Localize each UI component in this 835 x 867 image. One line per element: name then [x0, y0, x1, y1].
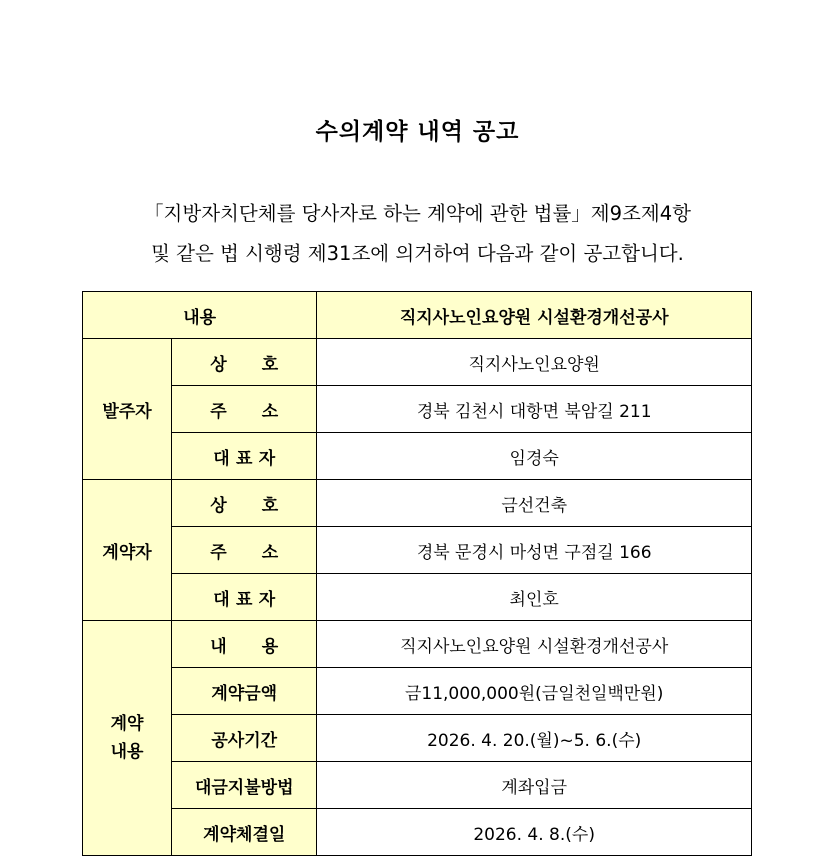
intro-line-1: 「지방자치단체를 당사자로 하는 계약에 관한 법률」제9조제4항: [144, 202, 691, 225]
orderer-address-label: 주 소: [210, 401, 279, 422]
table-row: [83, 574, 752, 621]
orderer-group-cell: 발주자: [83, 339, 172, 480]
payment-method-value: 계좌입금: [317, 762, 752, 809]
contract-date-value: 2026. 4. 8.(수): [317, 809, 752, 856]
table-header-row: [83, 292, 752, 339]
row-label-cell: [172, 433, 317, 480]
row-label-cell: [172, 386, 317, 433]
table-row: [83, 621, 752, 668]
row-label-cell: [172, 339, 317, 386]
table-row: [83, 386, 752, 433]
contract-group-line-2: 내용: [110, 742, 144, 762]
table-row: [83, 668, 752, 715]
contract-amount-label: 계약금액: [172, 668, 317, 715]
contractor-name-label: 상 호: [210, 495, 279, 516]
contractor-representative-label: 대 표 자: [213, 589, 276, 610]
contract-content-label: 내 용: [210, 636, 279, 657]
table-row: [83, 527, 752, 574]
table-row: [83, 480, 752, 527]
contract-amount-value: 금11,000,000원(금일천일백만원): [317, 668, 752, 715]
table-row: [83, 433, 752, 480]
contract-group-cell: [83, 621, 172, 856]
contract-notice-table: [82, 291, 752, 856]
table-row: [83, 715, 752, 762]
table-row: [83, 339, 752, 386]
orderer-name-label: 상 호: [210, 354, 279, 375]
row-label-cell: [172, 574, 317, 621]
orderer-representative-label: 대 표 자: [213, 448, 276, 469]
page-title: 수의계약 내역 공고: [315, 119, 520, 145]
construction-period-label: 공사기간: [172, 715, 317, 762]
table-row: [83, 809, 752, 856]
row-label-cell: [172, 480, 317, 527]
header-label-cell: 내용: [83, 292, 317, 339]
contractor-representative-value: 최인호: [317, 574, 752, 621]
contractor-name-value: 금선건축: [317, 480, 752, 527]
contractor-address-value: 경북 문경시 마성면 구점길 166: [317, 527, 752, 574]
header-value-cell: 직지사노인요양원 시설환경개선공사: [317, 292, 752, 339]
contract-content-value: 직지사노인요양원 시설환경개선공사: [317, 621, 752, 668]
contractor-address-label: 주 소: [210, 542, 279, 563]
contract-date-label: 계약체결일: [172, 809, 317, 856]
row-label-cell: [172, 527, 317, 574]
contract-group-line-1: 계약: [110, 714, 144, 734]
orderer-address-value: 경북 김천시 대항면 북암길 211: [317, 386, 752, 433]
table-row: [83, 762, 752, 809]
orderer-name-value: 직지사노인요양원: [317, 339, 752, 386]
payment-method-label: 대금지불방법: [172, 762, 317, 809]
orderer-representative-value: 임경숙: [317, 433, 752, 480]
construction-period-value: 2026. 4. 20.(월)~5. 6.(수): [317, 715, 752, 762]
intro-line-2: 및 같은 법 시행령 제31조에 의거하여 다음과 같이 공고합니다.: [151, 242, 684, 265]
contractor-group-cell: 계약자: [83, 480, 172, 621]
row-label-cell: [172, 621, 317, 668]
